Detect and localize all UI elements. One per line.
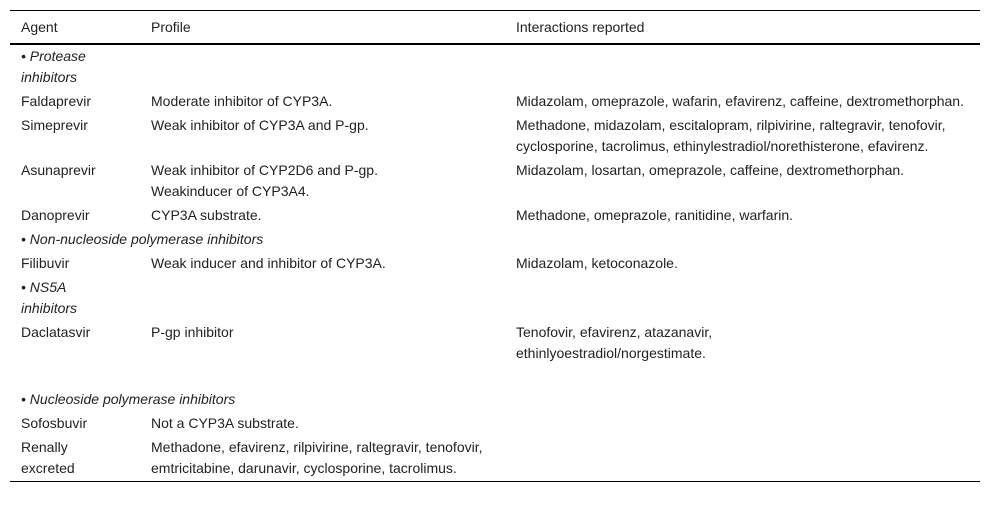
interactions-cell: Midazolam, ketoconazole. [516,255,678,271]
table-row-sofosbuvir [10,412,980,436]
profile-cell: Methadone, efavirenz, rilpivirine, raltegravir, tenofovir, emtricitabine, darunavir, cyclosporine, tacrolimus. [151,439,483,476]
interactions-cell: Midazolam, losartan, omeprazole, caffeine, dextromethorphan. [516,162,905,178]
interactions-cell: Midazolam, omeprazole, wafarin, efavirenz, caffeine, dextromethorphan. [516,93,964,109]
header-profile: Profile [151,19,191,35]
section-row-ns5a [10,276,980,321]
section-label-nonnucleoside: • Non-nucleoside polymerase inhibitors [21,231,264,247]
section-text-protease: • Protease inhibitors [21,48,86,85]
table-row-faldaprevir [10,90,980,114]
section-text-ns5a: • NS5A inhibitors [21,279,78,316]
agent-cell: Asunaprevir [21,162,96,178]
agent-cell: Faldaprevir [21,93,92,109]
section-row-protease [10,44,980,90]
agent-cell: Filibuvir [21,255,70,271]
table-row-filibuvir [10,252,980,276]
profile-cell: Weak inhibitor of CYP3A and P-gp. [151,117,369,133]
agent-text: Renally excreted [21,439,75,476]
section-label-ns5a [10,276,140,321]
profile-cell: Weak inducer and inhibitor of CYP3A. [151,255,386,271]
profile-text: Weak inhibitor of CYP2D6 and P-gp. Weakinducer of CYP3A4. [151,162,378,199]
table-row-asunaprevir [10,159,980,204]
interactions-cell [505,436,980,482]
header-agent: Agent [21,19,58,35]
table-row-danoprevir [10,204,980,228]
profile-cell [140,159,505,204]
section-label-nucleoside: • Nucleoside polymerase inhibitors [21,391,236,407]
drug-interactions-table [10,10,980,482]
profile-cell: CYP3A substrate. [151,207,262,223]
table-row-daclatasvir [10,321,980,388]
agent-cell: Danoprevir [21,207,90,223]
section-row-nucleoside [10,388,980,412]
table-row-renally-excreted [10,436,980,482]
profile-cell: P-gp inhibitor [151,324,234,340]
profile-cell: Not a CYP3A substrate. [151,415,299,431]
header-interactions: Interactions reported [516,19,645,35]
section-row-nonnucleoside [10,228,980,252]
interactions-cell [505,321,980,388]
table-header-row [10,11,980,45]
section-label-protease [10,44,140,90]
interactions-text: Tenofovir, efavirenz, atazanavir, ethinlyoestradiol/norgestimate. [516,324,713,361]
agent-cell [10,436,140,482]
agent-cell: Sofosbuvir [21,415,88,431]
profile-cell: Moderate inhibitor of CYP3A. [151,93,333,109]
interactions-cell: Methadone, omeprazole, ranitidine, warfarin. [516,207,794,223]
agent-cell: Daclatasvir [21,324,91,340]
interactions-cell: Methadone, midazolam, escitalopram, rilpivirine, raltegravir, tenofovir, cyclosporine, tacrolimus, ethinylestradiol/norethisterone, efavirenz. [516,117,946,154]
agent-cell: Simeprevir [21,117,88,133]
table-row-simeprevir [10,114,980,159]
interactions-cell [505,412,980,436]
